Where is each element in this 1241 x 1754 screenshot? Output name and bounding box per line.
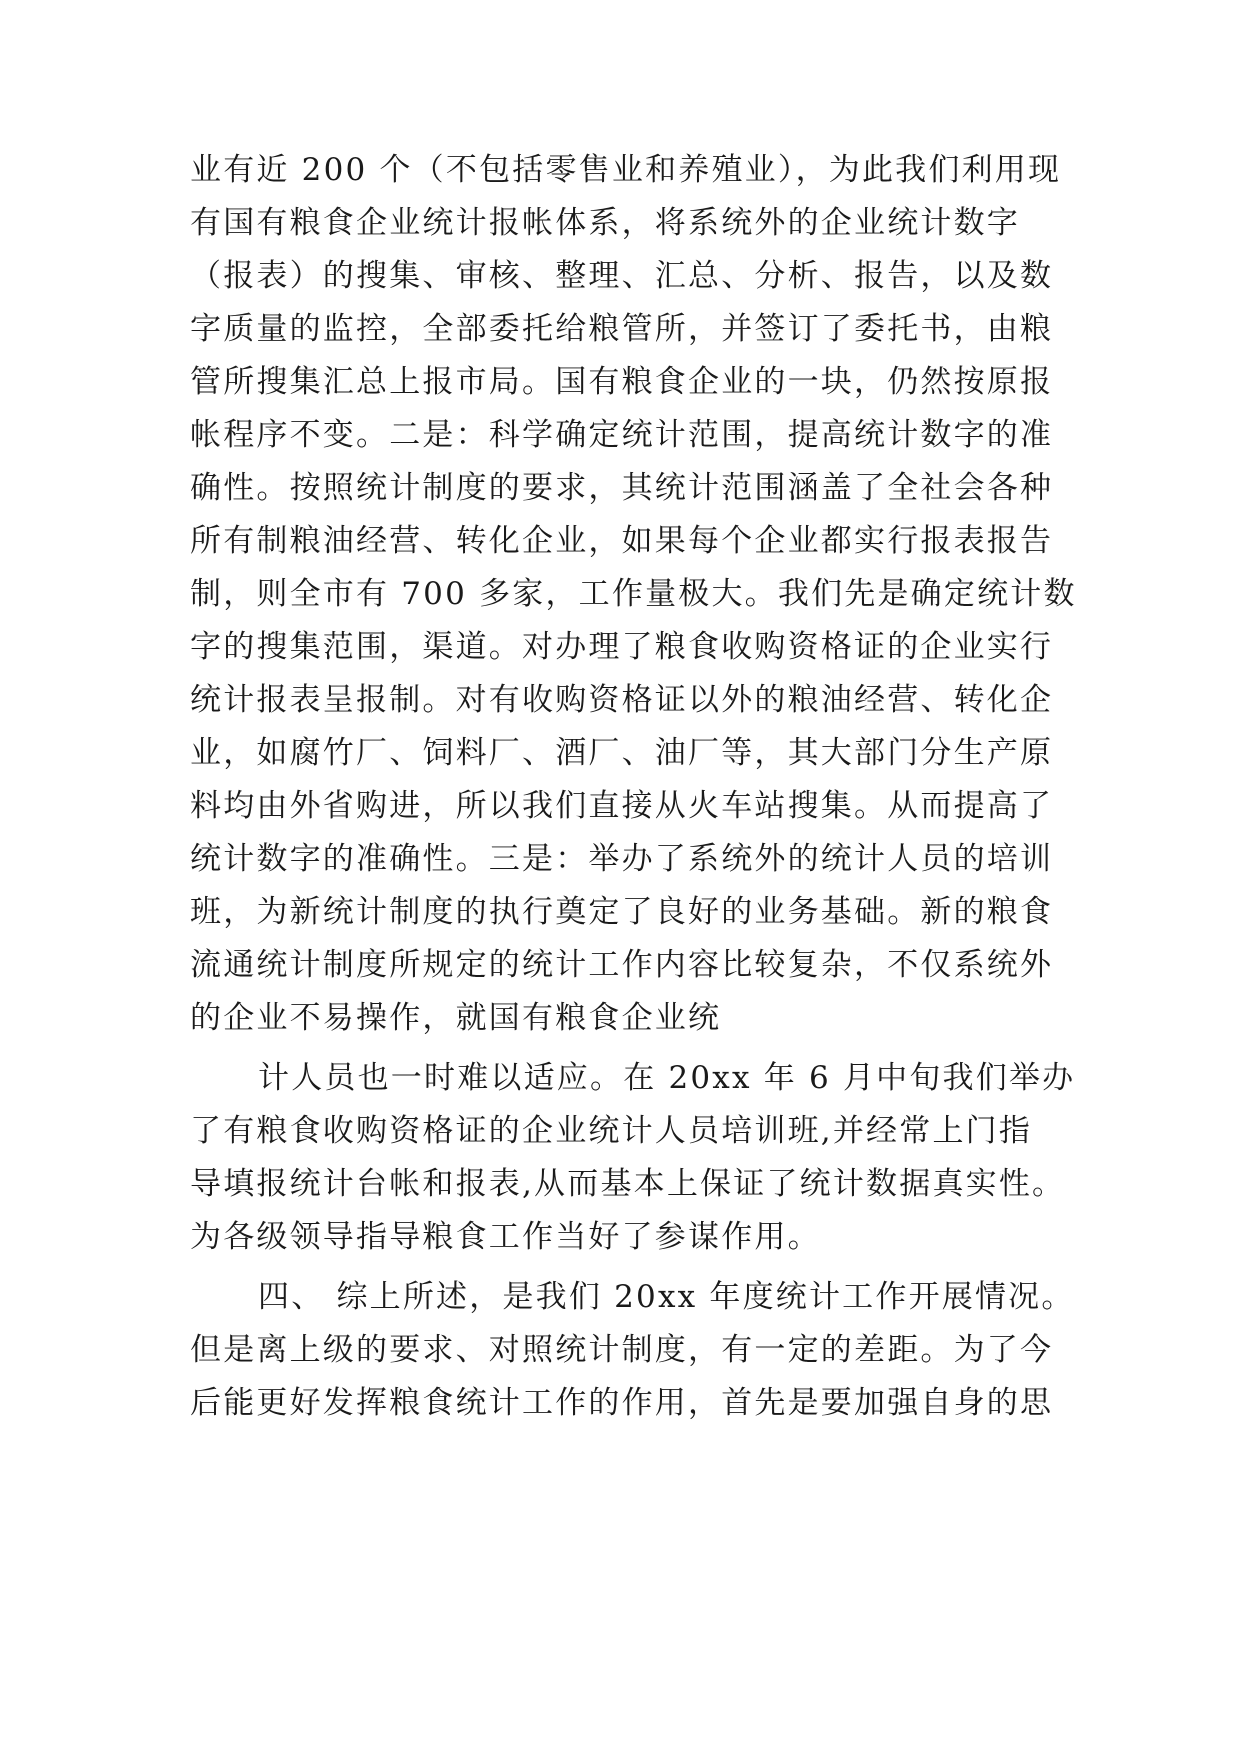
body-text-line: 字的搜集范围，渠道。对办理了粮食收购资格证的企业实行 xyxy=(190,629,1054,665)
body-text-line: 制，则全市有 700 多家，工作量极大。我们先是确定统计数 xyxy=(190,576,1077,612)
body-text-line: 班，为新统计制度的执行奠定了良好的业务基础。新的粮食 xyxy=(190,894,1054,930)
body-text-line: （报表）的搜集、审核、整理、汇总、分析、报告，以及数 xyxy=(190,258,1054,294)
body-text-line: 确性。按照统计制度的要求，其统计范围涵盖了全社会各种 xyxy=(190,470,1054,506)
body-text-line: 为各级领导指导粮食工作当好了参谋作用。 xyxy=(190,1219,821,1255)
body-text-line: 导填报统计台帐和报表,从而基本上保证了统计数据真实性。 xyxy=(190,1166,1066,1202)
body-text-line: 业，如腐竹厂、饲料厂、酒厂、油厂等，其大部门分生产原 xyxy=(190,735,1054,771)
body-text-line: 但是离上级的要求、对照统计制度，有一定的差距。为了今 xyxy=(190,1332,1054,1368)
body-text-line: 管所搜集汇总上报市局。国有粮食企业的一块，仍然按原报 xyxy=(190,364,1054,400)
body-text-line: 统计报表呈报制。对有收购资格证以外的粮油经营、转化企 xyxy=(190,682,1054,718)
body-text-line: 所有制粮油经营、转化企业，如果每个企业都实行报表报告 xyxy=(190,523,1054,559)
body-text-line: 的企业不易操作，就国有粮食企业统 xyxy=(190,1000,722,1036)
body-text-line: 四、 综上所述，是我们 20xx 年度统计工作开展情况。 xyxy=(258,1279,1075,1315)
body-text-line: 字质量的监控，全部委托给粮管所，并签订了委托书，由粮 xyxy=(190,311,1054,347)
body-text-line: 统计数字的准确性。三是：举办了系统外的统计人员的培训 xyxy=(190,841,1054,877)
body-text-line: 料均由外省购进，所以我们直接从火车站搜集。从而提高了 xyxy=(190,788,1054,824)
body-text-line: 有国有粮食企业统计报帐体系，将系统外的企业统计数字 xyxy=(190,205,1020,241)
body-text-line: 后能更好发挥粮食统计工作的作用，首先是要加强自身的思 xyxy=(190,1385,1054,1421)
body-text-line: 了有粮食收购资格证的企业统计人员培训班,并经常上门指 xyxy=(190,1113,1033,1149)
body-text-line: 计人员也一时难以适应。在 20xx 年 6 月中旬我们举办 xyxy=(258,1060,1076,1096)
body-text-line: 流通统计制度所规定的统计工作内容比较复杂，不仅系统外 xyxy=(190,947,1054,983)
body-text-line: 业有近 200 个（不包括零售业和养殖业），为此我们利用现 xyxy=(190,152,1062,188)
body-text-line: 帐程序不变。二是：科学确定统计范围，提高统计数字的准 xyxy=(190,417,1054,453)
